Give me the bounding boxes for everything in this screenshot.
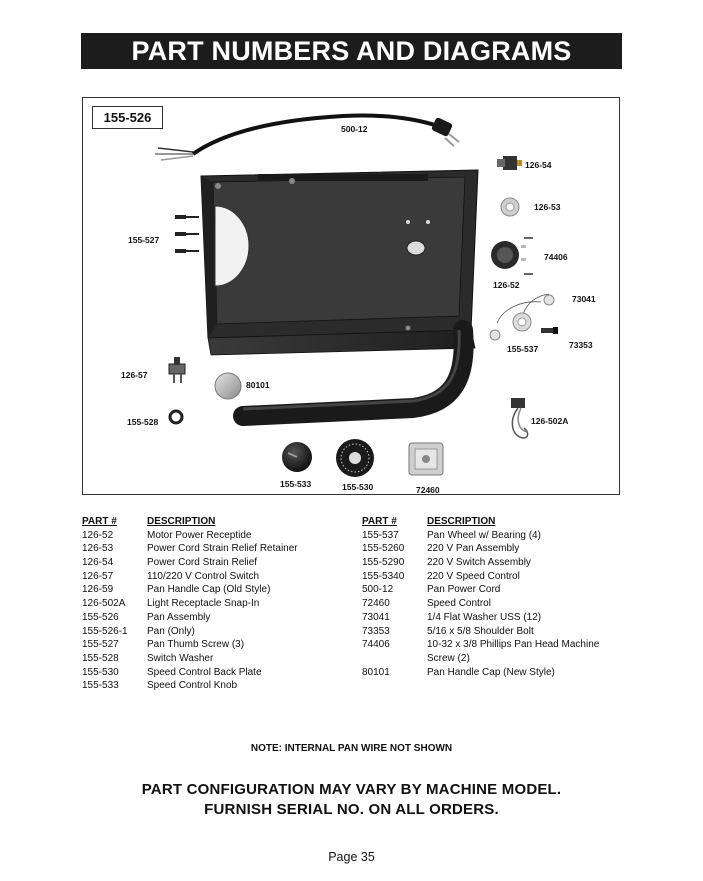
part-number: 155-5340 — [362, 570, 405, 582]
part-description: Pan Power Cord — [427, 584, 501, 596]
callout-155-527: 155-527 — [128, 235, 160, 245]
part-number: 155-526 — [82, 611, 119, 623]
control-switch — [169, 357, 185, 383]
part-number: 126-57 — [82, 570, 114, 582]
part-number: 155-528 — [82, 652, 119, 664]
part-number: 126-54 — [82, 557, 114, 569]
part-description: 5/16 x 5/8 Shoulder Bolt — [427, 625, 534, 637]
part-description: Light Receptacle Snap-In — [147, 598, 260, 610]
motor-power-receptacle — [491, 241, 526, 269]
callout-155-528: 155-528 — [127, 417, 159, 427]
part-description: Speed Control — [427, 598, 491, 610]
part-number — [362, 652, 432, 666]
part-description: Motor Power Receptide — [147, 529, 252, 541]
part-description: Switch Washer — [147, 652, 214, 664]
callout-126-54: 126-54 — [525, 160, 552, 170]
callout-155-537: 155-537 — [507, 344, 539, 354]
strain-relief-retainer — [501, 198, 519, 216]
part-number: 155-526-1 — [82, 625, 128, 637]
part-number: 155-527 — [82, 639, 119, 651]
wheel-assembly — [490, 294, 558, 340]
parts-table-right-part-column — [362, 515, 432, 679]
callout-74406: 74406 — [544, 252, 568, 262]
part-description: Pan Assembly — [147, 611, 211, 623]
part-number: 155-5290 — [362, 557, 405, 569]
parts-table-right-desc-column — [427, 515, 627, 679]
diagram-illustration — [83, 98, 619, 494]
callout-72460: 72460 — [416, 485, 440, 495]
strain-relief — [497, 156, 522, 170]
callout-500-12: 500-12 — [341, 124, 368, 134]
pan-body — [201, 170, 478, 355]
part-number: 126-52 — [82, 529, 114, 541]
part-number: 73353 — [362, 625, 390, 637]
part-number: 72460 — [362, 598, 390, 610]
callout-126-502A: 126-502A — [531, 416, 569, 426]
page-title: PART NUMBERS AND DIAGRAMS — [81, 33, 622, 69]
part-description: Speed Control Back Plate — [147, 666, 262, 678]
part-description: 220 V Speed Control — [427, 570, 520, 582]
part-description: 1/4 Flat Washer USS (12) — [427, 611, 542, 623]
part-number-header: PART # — [82, 516, 117, 527]
part-number: 126-59 — [82, 584, 114, 596]
part-description: Speed Control Knob — [147, 680, 238, 692]
part-number: 126-53 — [82, 543, 114, 555]
callout-73353: 73353 — [569, 340, 593, 350]
part-description: Pan Handle Cap (New Style) — [427, 666, 555, 678]
footer-line-1: PART CONFIGURATION MAY VARY BY MACHINE MODEL. — [141, 781, 562, 798]
part-number: 155-530 — [82, 666, 119, 678]
footer-line-2: FURNISH SERIAL NO. ON ALL ORDERS. — [204, 801, 499, 818]
part-number: 126-502A — [82, 598, 126, 610]
part-description: Pan Thumb Screw (3) — [147, 639, 245, 651]
speed-control — [409, 443, 443, 475]
assembly-number: 155-526 — [92, 106, 163, 129]
part-description: Pan Handle Cap (Old Style) — [147, 584, 271, 596]
part-description: Screw (2) — [427, 652, 470, 664]
callout-155-530: 155-530 — [342, 482, 374, 492]
part-number: 73041 — [362, 611, 390, 623]
page-number: Page 35 — [328, 850, 375, 864]
handle-cap — [215, 373, 241, 399]
part-number: 500-12 — [362, 584, 394, 596]
part-description: 10-32 x 3/8 Phillips Pan Head Machine — [427, 639, 600, 651]
callout-73041: 73041 — [572, 294, 596, 304]
light-receptacle — [511, 398, 528, 438]
part-description: Pan (Only) — [147, 625, 195, 637]
part-description: 220 V Switch Assembly — [427, 557, 531, 569]
part-description: Pan Wheel w/ Bearing (4) — [427, 529, 541, 541]
parts-table-left-part-column — [82, 515, 152, 693]
part-description: Power Cord Strain Relief — [147, 557, 258, 569]
part-description: 110/220 V Control Switch — [147, 570, 260, 582]
internal-wire-note: NOTE: INTERNAL PAN WIRE NOT SHOWN — [250, 743, 453, 754]
machine-screws — [524, 238, 533, 274]
part-number: 80101 — [362, 666, 390, 678]
switch-washer — [170, 411, 182, 423]
part-description: Power Cord Strain Relief Retainer — [147, 543, 298, 555]
description-header: DESCRIPTION — [427, 516, 496, 527]
description-header: DESCRIPTION — [147, 516, 216, 527]
part-description: 220 V Pan Assembly — [427, 543, 520, 555]
part-number-header: PART # — [362, 516, 397, 527]
speed-control-back-plate — [336, 439, 374, 477]
part-number: 74406 — [362, 639, 390, 651]
part-number: 155-533 — [82, 680, 119, 692]
callout-80101: 80101 — [246, 380, 270, 390]
parts-table-left-desc-column — [147, 515, 327, 693]
callout-126-57: 126-57 — [121, 370, 148, 380]
thumb-screws — [175, 215, 199, 253]
part-number: 155-5260 — [362, 543, 405, 555]
part-number: 155-537 — [362, 529, 399, 541]
parts-diagram — [82, 97, 620, 495]
callout-155-533: 155-533 — [280, 479, 312, 489]
callout-126-52: 126-52 — [493, 280, 520, 290]
callout-126-53: 126-53 — [534, 202, 561, 212]
power-cord — [155, 115, 459, 160]
